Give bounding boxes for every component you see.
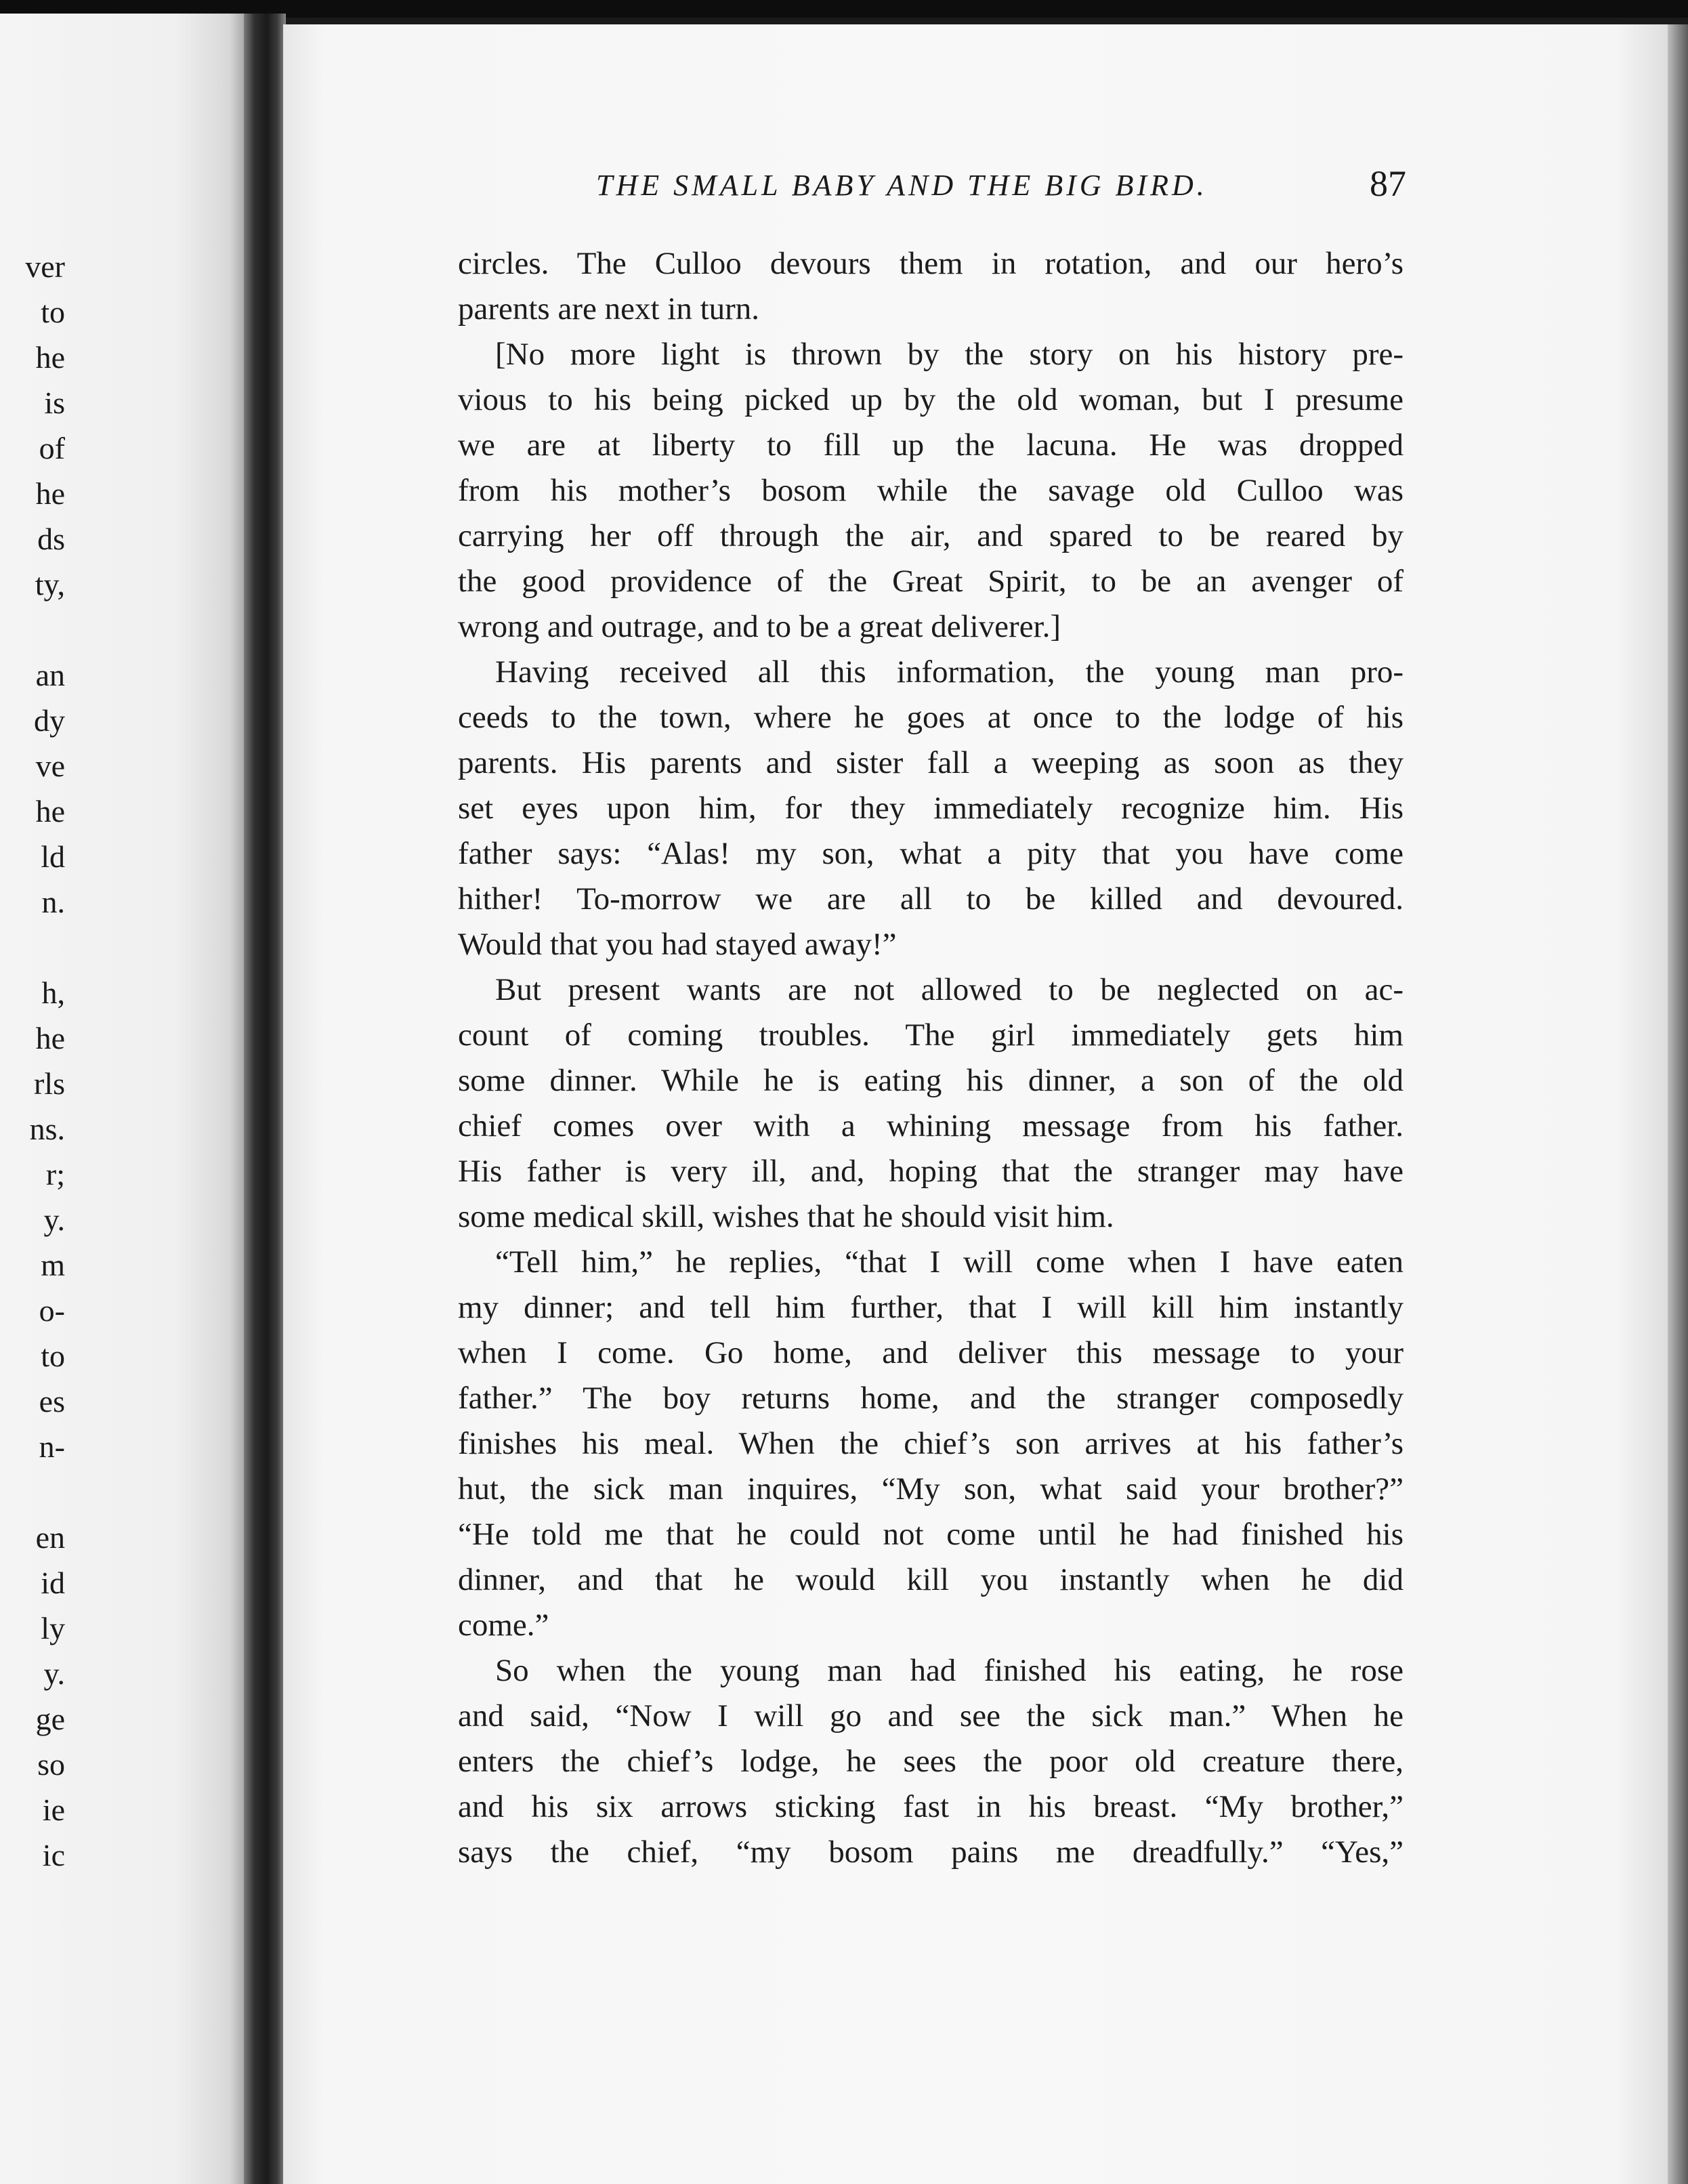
text-line: But present wants are not allowed to be neglected on ac- bbox=[495, 972, 1404, 1007]
text-line: wrong and outrage, and to be a great deliverer.] bbox=[458, 609, 1061, 644]
left-fragment: ver bbox=[25, 249, 65, 284]
text-line: we are at liberty to fill up the lacuna. He was dropped bbox=[458, 427, 1404, 463]
text-line: the good providence of the Great Spirit, to be an avenger of bbox=[458, 564, 1404, 599]
text-line: chief comes over with a whining message from his father. bbox=[458, 1108, 1404, 1143]
left-fragment: ic bbox=[42, 1838, 65, 1872]
paragraph bbox=[458, 241, 1404, 332]
left-fragment: o- bbox=[39, 1293, 65, 1328]
left-fragment: to bbox=[41, 1339, 65, 1373]
left-fragment: rls bbox=[34, 1066, 65, 1101]
text-line: and his six arrows sticking fast in his breast. “My brother,” bbox=[458, 1789, 1404, 1824]
text-line: hut, the sick man inquires, “My son, what said your brother?” bbox=[458, 1471, 1404, 1507]
text-line: “Tell him,” he replies, “that I will come when I have eaten bbox=[495, 1244, 1404, 1280]
left-fragment: id bbox=[41, 1566, 65, 1600]
text-line: from his mother’s bosom while the savage old Culloo was bbox=[458, 473, 1404, 508]
left-fragment: he bbox=[35, 794, 65, 828]
left-fragment: to bbox=[41, 295, 65, 329]
text-line: ceeds to the town, where he goes at once to the lodge of his bbox=[458, 700, 1404, 735]
left-fragment bbox=[0, 607, 65, 652]
left-fragment: n. bbox=[41, 885, 65, 919]
left-fragment bbox=[0, 1469, 65, 1515]
text-line: Would that you had stayed away!” bbox=[458, 927, 897, 962]
left-fragment: ly bbox=[41, 1611, 65, 1645]
running-head: THE SMALL BABY AND THE BIG BIRD. bbox=[596, 169, 1208, 202]
left-fragment: ty, bbox=[35, 567, 65, 602]
left-fragment: r; bbox=[45, 1157, 65, 1192]
paragraph bbox=[458, 967, 1404, 1240]
text-line: says the chief, “my bosom pains me dreadfully.” “Yes,” bbox=[458, 1834, 1404, 1870]
text-line: dinner, and that he would kill you instantly when he did bbox=[458, 1562, 1404, 1597]
facing-left-page bbox=[0, 14, 249, 2184]
left-fragment: he bbox=[35, 340, 65, 375]
page-edge-shadow bbox=[1668, 24, 1688, 2184]
paragraph bbox=[458, 650, 1404, 967]
left-fragment: h, bbox=[41, 975, 65, 1010]
text-line: His father is very ill, and, hoping that the stranger may have bbox=[458, 1154, 1404, 1189]
book-gutter bbox=[244, 14, 286, 2184]
text-line: parents are next in turn. bbox=[458, 291, 760, 327]
text-line: count of coming troubles. The girl immediately gets him bbox=[458, 1017, 1404, 1053]
paragraph bbox=[458, 332, 1404, 650]
left-fragment: ie bbox=[42, 1792, 65, 1827]
left-fragment: he bbox=[35, 1021, 65, 1055]
left-fragment: m bbox=[41, 1248, 65, 1282]
left-fragment: en bbox=[35, 1520, 65, 1555]
text-line: and said, “Now I will go and see the sick man.” When he bbox=[458, 1698, 1404, 1734]
left-fragment: an bbox=[35, 658, 65, 692]
text-line: some medical skill, wishes that he should visit him. bbox=[458, 1199, 1114, 1234]
paragraph bbox=[458, 1648, 1404, 1875]
text-line: parents. His parents and sister fall a weeping as soon as they bbox=[458, 745, 1404, 780]
paragraph bbox=[458, 1240, 1404, 1648]
text-line: finishes his meal. When the chief’s son arrives at his father’s bbox=[458, 1426, 1404, 1461]
left-fragment: ge bbox=[35, 1702, 65, 1736]
left-fragment bbox=[0, 925, 65, 970]
left-page-text-fragments bbox=[0, 244, 68, 1937]
left-fragment: so bbox=[37, 1747, 65, 1782]
text-line: come.” bbox=[458, 1608, 549, 1643]
text-line: my dinner; and tell him further, that I will kill him instantly bbox=[458, 1290, 1404, 1325]
text-line: hither! To-morrow we are all to be killed and devoured. bbox=[458, 881, 1404, 917]
text-line: “He told me that he could not come until he had finished his bbox=[458, 1517, 1404, 1552]
text-line: father says: “Alas! my son, what a pity that you have come bbox=[458, 836, 1404, 871]
left-fragment: y. bbox=[43, 1656, 65, 1691]
text-line: enters the chief’s lodge, he sees the poor old creature there, bbox=[458, 1744, 1404, 1779]
text-line: when I come. Go home, and deliver this message to your bbox=[458, 1335, 1404, 1370]
page-number: 87 bbox=[1370, 163, 1406, 204]
left-fragment: he bbox=[35, 476, 65, 511]
text-line: So when the young man had finished his eating, he rose bbox=[495, 1653, 1404, 1688]
left-fragment: is bbox=[44, 385, 65, 420]
text-line: vious to his being picked up by the old woman, but I presume bbox=[458, 382, 1404, 417]
text-line: [No more light is thrown by the story on his history pre- bbox=[495, 337, 1404, 372]
text-line: father.” The boy returns home, and the stranger composedly bbox=[458, 1381, 1404, 1416]
left-fragment: ds bbox=[37, 522, 65, 556]
left-fragment: of bbox=[39, 431, 65, 465]
left-fragment: ld bbox=[41, 839, 65, 874]
left-fragment: ve bbox=[35, 749, 65, 783]
left-fragment: dy bbox=[34, 703, 65, 738]
text-line: circles. The Culloo devours them in rotation, and our hero’s bbox=[458, 246, 1404, 281]
left-fragment: ns. bbox=[29, 1112, 65, 1146]
text-line: set eyes upon him, for they immediately recognize him. His bbox=[458, 791, 1404, 826]
left-fragment: n- bbox=[39, 1429, 65, 1464]
text-line: carrying her off through the air, and spared to be reared by bbox=[458, 518, 1404, 553]
text-line: Having received all this information, the young man pro- bbox=[495, 654, 1404, 690]
left-fragment: es bbox=[39, 1384, 65, 1419]
left-fragment: y. bbox=[43, 1202, 65, 1237]
text-line: some dinner. While he is eating his dinner, a son of the old bbox=[458, 1063, 1404, 1098]
page-body-text bbox=[458, 241, 1404, 1875]
